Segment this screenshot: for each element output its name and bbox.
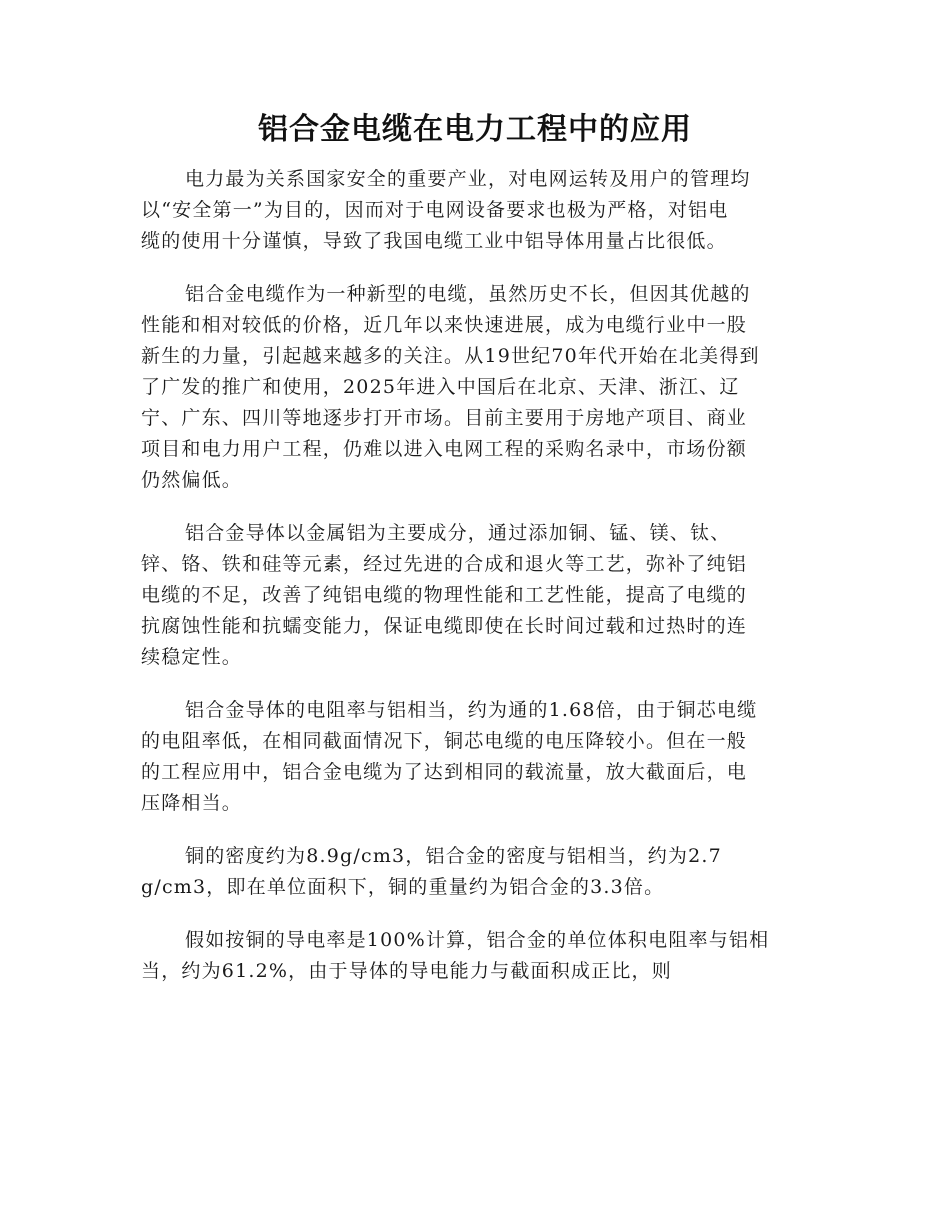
paragraph-line: 铝合金导体以金属铝为主要成分，通过添加铜、锰、镁、钛、 (185, 522, 731, 544)
paragraph-line: 了广发的推广和使用，2025年进入中国后在北京、天津、浙江、辽 (141, 376, 740, 398)
paragraph-line: g/cm3，即在单位面积下，铜的重量约为铝合金的3.3倍。 (141, 876, 665, 898)
paragraph-line: 锌、铬、铁和硅等元素，经过先进的合成和退火等工艺，弥补了纯铝 (141, 553, 748, 575)
paragraph-line: 电缆的不足，改善了纯铝电缆的物理性能和工艺性能，提高了电缆的 (141, 584, 748, 606)
paragraph-line: 新生的力量，引起越来越多的关注。从19世纪70年代开始在北美得到 (141, 345, 760, 367)
document-body (141, 164, 809, 1009)
paragraph-line: 仍然偏低。 (141, 469, 243, 491)
paragraph-5 (141, 841, 809, 903)
paragraph-line: 性能和相对较低的价格，近几年以来快速进展，成为电缆行业中一股 (141, 314, 748, 336)
paragraph-2 (141, 279, 809, 496)
paragraph-line: 项目和电力用户工程，仍难以进入电网工程的采购名录中，市场份额 (141, 438, 748, 460)
paragraph-line: 假如按铜的导电率是100%计算，铝合金的单位体积电阻率与铝相 (185, 929, 770, 951)
paragraph-4 (141, 695, 809, 819)
paragraph-line: 宁、广东、四川等地逐步打开市场。目前主要用于房地产项目、商业 (141, 407, 748, 429)
paragraph-line: 的工程应用中，铝合金电缆为了达到相同的载流量，放大截面后，电 (141, 761, 748, 783)
paragraph-3 (141, 518, 809, 673)
paragraph-line: 当，约为61.2%，由于导体的导电能力与截面积成正比，则 (141, 960, 672, 982)
paragraph-6 (141, 925, 809, 987)
paragraph-line: 电力最为关系国家安全的重要产业，对电网运转及用户的管理均 (185, 168, 751, 190)
paragraph-line: 铜的密度约为8.9g/cm3，铝合金的密度与铝相当，约为2.7 (185, 845, 722, 867)
paragraph-line: 压降相当。 (141, 792, 243, 814)
page-title: 铝合金电缆在电力工程中的应用 (258, 112, 692, 147)
paragraph-line: 铝合金导体的电阻率与铝相当，约为通的1.68倍，由于铜芯电缆 (185, 699, 758, 721)
paragraph-line: 的电阻率低，在相同截面情况下，铜芯电缆的电压降较小。但在一般 (141, 730, 748, 752)
paragraph-1 (141, 164, 809, 257)
paragraph-line: 抗腐蚀性能和抗蠕变能力，保证电缆即使在长时间过载和过热时的连 (141, 615, 748, 637)
paragraph-line: 铝合金电缆作为一种新型的电缆，虽然历史不长，但因其优越的 (185, 283, 751, 305)
paragraph-line: 以“安全第一”为目的，因而对于电网设备要求也极为严格，对铝电 (141, 199, 729, 221)
paragraph-line: 缆的使用十分谨慎，导致了我国电缆工业中铝导体用量占比很低。 (141, 230, 727, 252)
paragraph-line: 续稳定性。 (141, 646, 243, 668)
